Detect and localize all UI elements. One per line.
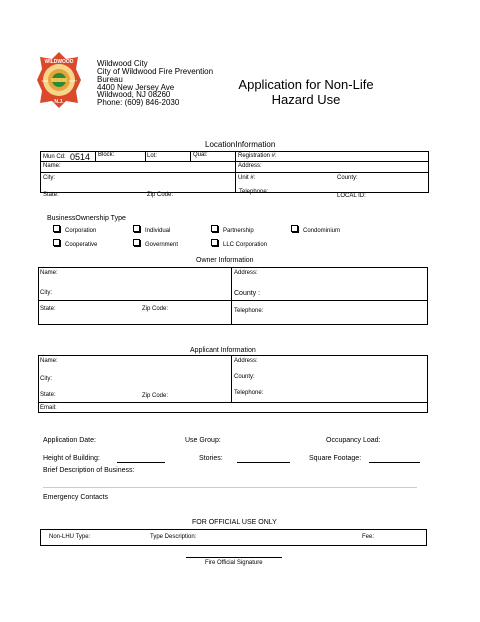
org-line-6: Phone: (609) 846-2030 xyxy=(97,98,180,107)
partnership-checkbox[interactable] xyxy=(211,225,218,232)
signature-line[interactable] xyxy=(186,557,282,558)
individual-checkbox[interactable] xyxy=(133,225,140,232)
partnership-label: Partnership xyxy=(223,228,254,234)
applicant-city-label: City: xyxy=(40,376,52,382)
stories-input-line[interactable] xyxy=(237,462,290,463)
description-input-line[interactable] xyxy=(43,487,417,488)
official-use-heading: FOR OFFICIAL USE ONLY xyxy=(192,519,277,526)
applicant-name-label: Name: xyxy=(40,358,58,364)
unit-label: Unit #: xyxy=(238,175,256,181)
llc-label: LLC Corporation xyxy=(223,242,268,248)
page-title xyxy=(232,78,380,108)
seal-left-text: FIRE xyxy=(41,79,49,83)
individual-label: Individual xyxy=(145,228,171,234)
condominium-label: Condominium xyxy=(303,228,341,234)
lot-label: Lot: xyxy=(147,153,158,159)
applicant-table xyxy=(38,355,428,413)
applicant-email-label: Email: xyxy=(40,405,57,411)
nonlhu-type-label: Non-LHU Type: xyxy=(49,534,91,540)
owner-address-label: Address: xyxy=(234,270,258,276)
owner-city-label: City: xyxy=(40,290,52,296)
applicant-telephone-label: Telephone: xyxy=(234,390,264,396)
occupancy-load-label: Occupancy Load: xyxy=(326,437,381,444)
local-id-label: LOCAL ID: xyxy=(337,193,366,199)
owner-telephone-label: Telephone: xyxy=(234,308,264,314)
location-heading: LocationInformation xyxy=(205,140,276,149)
stories-label: Stories: xyxy=(199,455,223,462)
seal-top-text: WILDWOOD xyxy=(44,59,74,65)
location-address-label: Address: xyxy=(238,163,262,169)
emergency-contacts-label: Emergency Contacts xyxy=(43,494,108,501)
mun-cd-label: Mun Cd: xyxy=(43,154,66,160)
applicant-address-label: Address: xyxy=(234,358,258,364)
org-line-1: Wildwood City xyxy=(97,59,148,68)
location-county-label: County: xyxy=(337,175,358,181)
condominium-checkbox[interactable] xyxy=(291,225,298,232)
seal-bottom-text: N.J. xyxy=(54,99,64,105)
org-line-5: Wildwood, NJ 08260 xyxy=(97,90,171,99)
type-description-label: Type Description: xyxy=(150,534,197,540)
cooperative-label: Cooperative xyxy=(65,242,98,248)
location-state-label: State: xyxy=(43,192,59,198)
signature-label: Fire Official Signature xyxy=(205,560,263,566)
use-group-label: Use Group: xyxy=(185,437,221,444)
location-zip-label: Zip Code: xyxy=(147,192,174,198)
owner-county-label: County : xyxy=(234,290,261,297)
government-label: Government xyxy=(145,242,179,248)
application-date-label: Application Date: xyxy=(43,437,96,444)
owner-state-label: State: xyxy=(40,306,56,312)
owner-name-label: Name: xyxy=(40,270,58,276)
owner-heading: Owner Information xyxy=(196,257,254,264)
location-name-label: Name: xyxy=(43,163,61,169)
org-line-4: 4400 New Jersey Ave xyxy=(97,83,175,92)
height-label: Height of Building: xyxy=(43,455,100,462)
applicant-heading: Applicant Information xyxy=(190,347,256,354)
fee-label: Fee: xyxy=(362,534,375,540)
height-input-line[interactable] xyxy=(117,462,165,463)
business-type-heading: BusinessOwnership Type xyxy=(47,215,126,222)
llc-checkbox[interactable] xyxy=(211,239,218,246)
seal-right-text: DEPT xyxy=(68,79,78,83)
registration-label: Registration #: xyxy=(238,153,277,159)
qual-label: Qual: xyxy=(193,152,208,158)
applicant-state-label: State: xyxy=(40,392,56,398)
mun-cd-value[interactable]: 0514 xyxy=(70,152,91,162)
fire-department-seal-icon xyxy=(36,51,82,109)
cooperative-checkbox[interactable] xyxy=(53,239,60,246)
location-city-label: City: xyxy=(43,175,55,181)
page-title-line-1: Application for Non-Life xyxy=(238,77,374,92)
government-checkbox[interactable] xyxy=(133,239,140,246)
page-title-line-2: Hazard Use xyxy=(271,91,341,107)
applicant-zip-label: Zip Code: xyxy=(142,393,169,399)
corporation-checkbox[interactable] xyxy=(53,225,60,232)
owner-zip-label: Zip Code: xyxy=(142,306,169,312)
block-label: Block: xyxy=(98,152,115,158)
owner-table xyxy=(38,267,428,325)
corporation-label: Corporation xyxy=(65,228,97,234)
applicant-county-label: County: xyxy=(234,374,255,380)
business-description-label: Brief Description of Business: xyxy=(43,467,135,474)
org-line-3: Bureau xyxy=(97,75,123,84)
location-telephone-label: Telephone: xyxy=(239,189,269,195)
org-line-2: City of Wildwood Fire Prevention xyxy=(97,67,214,76)
square-footage-label: Square Footage: xyxy=(309,455,362,462)
square-footage-input-line[interactable] xyxy=(369,462,420,463)
